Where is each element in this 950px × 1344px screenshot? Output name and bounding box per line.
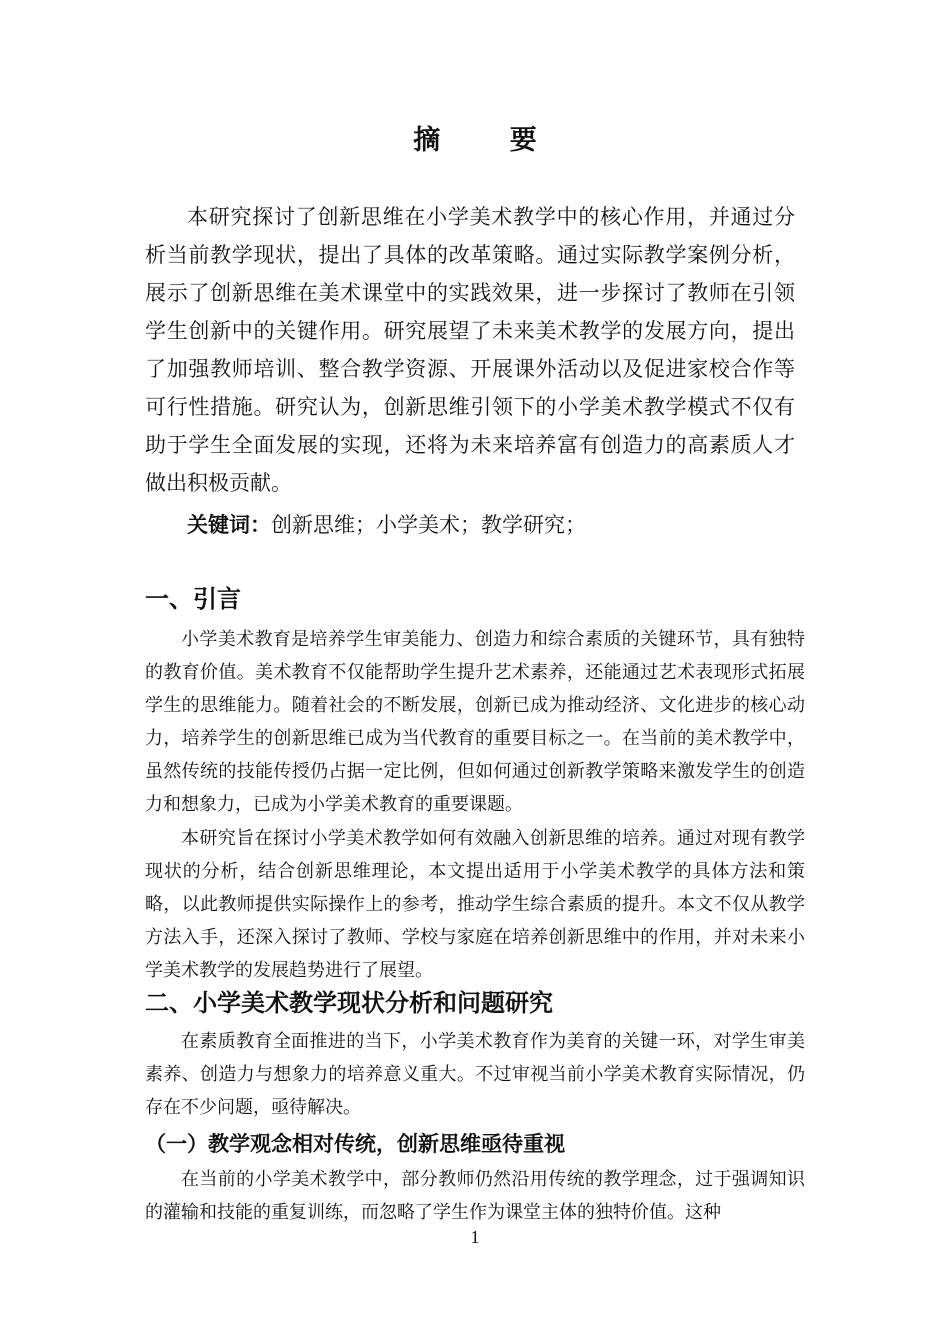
keywords-label: 关键词： (187, 513, 271, 537)
keywords-line (187, 506, 586, 544)
keywords-text: 创新思维；小学美术；教学研究； (271, 513, 586, 537)
teaching-concept-paragraph-1: 在当前的小学美术教学中，部分教师仍然沿用传统的教学理念，过于强调知识的灌输和技能的重复训练，而忽略了学生作为课堂主体的独特价值。这种 (145, 1169, 805, 1223)
abstract-body: 本研究探讨了创新思维在小学美术教学中的核心作用，并通过分析当前教学现状，提出了具体的改革策略。通过实际教学案例分析，展示了创新思维在美术课堂中的实践效果，进一步探讨了教师在引领学生创新中的关键作用。研究展望了未来美术教学的发展方向，提出了加强教师培训、整合教学资源、开展课外活动以及促进家校合作等可行性措施。研究认为，创新思维引领下的小学美术教学模式不仅有助于学生全面发展的实现，还将为未来培养富有创造力的高素质人才做出积极贡献。 (145, 205, 795, 495)
abstract-title: 摘 要 (413, 125, 567, 156)
page-number: 1 (470, 1227, 480, 1247)
intro-paragraph-2: 本研究旨在探讨小学美术教学如何有效融入创新思维的培养。通过对现有教学现状的分析，结合创新思维理论，本文提出适用于小学美术教学的具体方法和策略，以此教师提供实际操作上的参考，推动学生综合素质的提升。本文不仅从教学方法入手，还深入探讨了教师、学校与家庭在培养创新思维中的作用，并对未来小学美术教学的发展趋势进行了展望。 (145, 828, 805, 981)
subsection-heading-teaching-concept: （一）教学观念相对传统，创新思维亟待重视 (145, 1132, 565, 1156)
intro-paragraph-1: 小学美术教育是培养学生审美能力、创造力和综合素质的关键环节，具有独特的教育价值。美术教育不仅能帮助学生提升艺术素养，还能通过艺术表现形式拓展学生的思维能力。随着社会的不断发展，创新已成为推动经济、文化进步的核心动力，培养学生的创新思维已成为当代教育的重要目标之一。在当前的美术教学中，虽然传统的技能传授仍占据一定比例，但如何通过创新教学策略来激发学生的创造力和想象力，已成为小学美术教育的重要课题。 (145, 629, 805, 815)
section-heading-status-analysis: 二、小学美术教学现状分析和问题研究 (145, 989, 553, 1017)
section-heading-introduction: 一、引言 (145, 585, 241, 613)
status-paragraph-1: 在素质教育全面推进的当下，小学美术教育作为美育的关键一环，对学生审美素养、创造力与想象力的培养意义重大。不过审视当前小学美术教育实际情况，仍存在不少问题，亟待解决。 (145, 1031, 805, 1118)
